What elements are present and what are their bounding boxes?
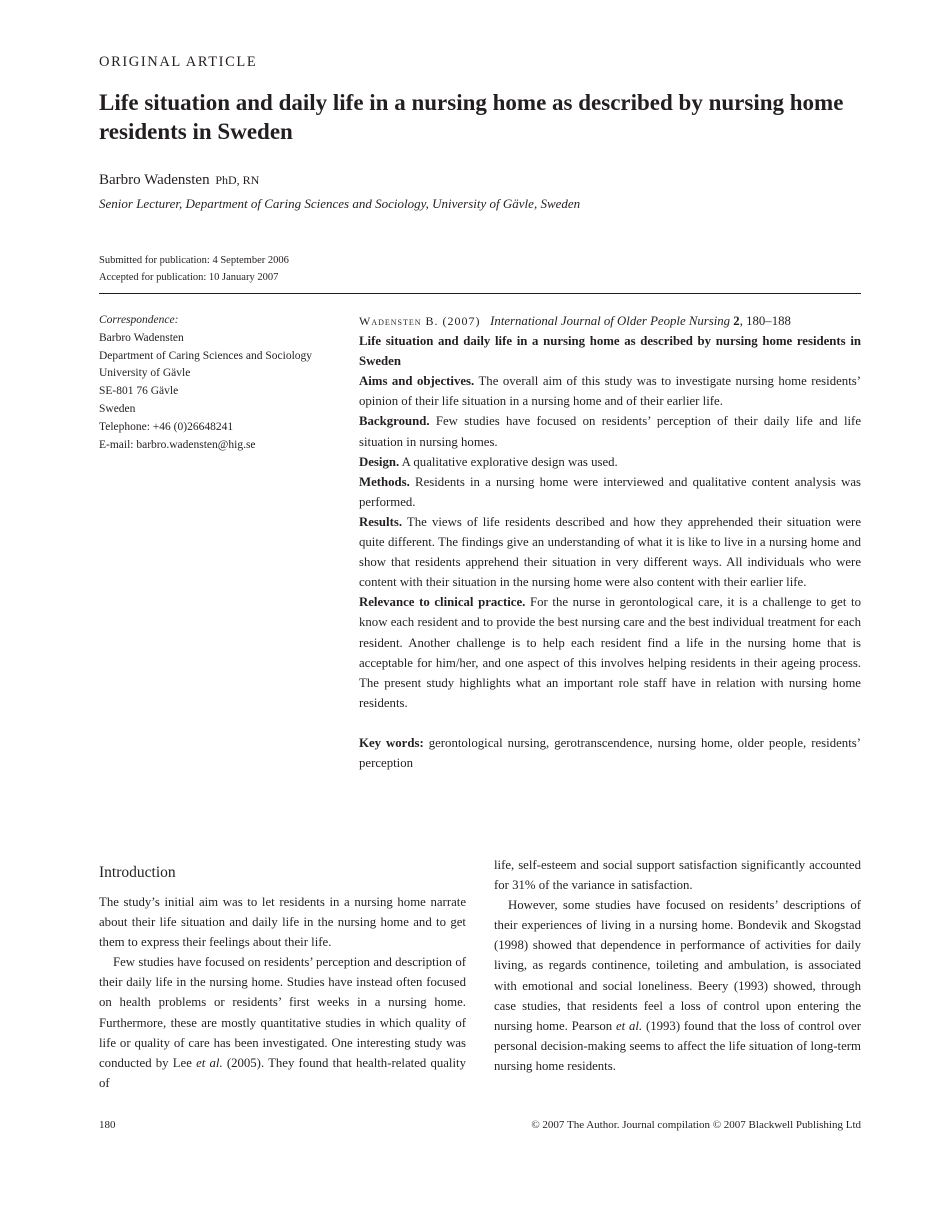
page-footer <box>99 1119 861 1131</box>
citation-line <box>359 311 861 331</box>
section-heading: Aims and objectives. <box>359 374 475 389</box>
section-text: The overall aim of this study was to investigate nursing home residents’ opinion of their life situation in a nursing home and of their earlier life. <box>359 374 861 409</box>
section-text: Few studies have focused on residents’ perception of their daily life and life situation in nursing homes. <box>359 414 861 449</box>
author-line <box>99 172 259 189</box>
paragraph-text: (2005). They found that health-related quality of <box>99 1055 466 1090</box>
article-title: Life situation and daily life in a nursing home as described by nursing home residents in Sweden <box>99 90 844 144</box>
author-affiliation: Senior Lecturer, Department of Caring Sciences and Sociology, University of Gävle, Sweden <box>99 196 581 211</box>
paragraph-text: (1993) found that the loss of control over personal decision-making seems to affect the life situation of long-term nursing home residents. <box>494 1018 861 1073</box>
et-al: et al. <box>196 1055 223 1070</box>
paragraph-text: Few studies have focused on residents’ perception and description of their daily life in the nursing home. Studies have instead often focused on health problems or residents’ first weeks in a nursing home. Furthermore, these are mostly quantitative studies in which quality of life or quality of care has been investigated. One interesting study was conducted by Lee <box>99 955 466 1070</box>
body-column-left <box>99 862 466 1093</box>
citation-author: Wadensten B. (2007) <box>359 314 481 328</box>
section-text: Residents in a nursing home were interviewed and qualitative content analysis was performed. <box>359 474 861 509</box>
correspondence-line: Barbro Wadensten <box>99 331 184 344</box>
copyright-notice: © 2007 The Author. Journal compilation © 2007 Blackwell Publishing Ltd <box>531 1119 861 1131</box>
correspondence-line: Sweden <box>99 402 136 415</box>
section-text: For the nurse in gerontological care, it is a challenge to get to know each resident and to provide the best nursing care and the best individual treatment for each resident. Another challenge is to help each resident find a life in the nursing home that is acceptable for him/her, and one aspect of this involves helping residents in their ageing process. The present study highlights what an important role staff have in relation with nursing home residents. <box>359 595 861 710</box>
abstract-section <box>359 411 861 451</box>
section-heading: Background. <box>359 414 430 429</box>
abstract-section <box>359 472 861 512</box>
publication-dates <box>99 252 289 286</box>
keywords-heading: Key words: <box>359 735 424 750</box>
submitted-date: Submitted for publication: 4 September 2006 <box>99 255 289 266</box>
section-heading: Relevance to clinical practice. <box>359 595 526 610</box>
section-heading: Design. <box>359 454 400 469</box>
correspondence-block <box>99 312 349 454</box>
journal-pages: , 180–188 <box>739 314 791 328</box>
abstract-section <box>359 371 861 411</box>
keywords-text: gerontological nursing, gerotranscendence, nursing home, older people, residents’ perception <box>359 735 861 770</box>
journal-volume: 2 <box>733 314 740 328</box>
paragraph-text: However, some studies have focused on residents’ descriptions of their experiences of living in a nursing home. Bondevik and Skogstad (1998) showed that dependence in performance of activities for daily living, as regards continence, toileting and ambulation, is associated with emotional and social loneliness. Beery (1993) showed, through case studies, that residents feel a loss of control upon entering the nursing home. Pearson <box>494 898 861 1033</box>
article-type-label: ORIGINAL ARTICLE <box>99 54 258 70</box>
paragraph <box>494 895 861 1076</box>
correspondence-line: Department of Caring Sciences and Sociology <box>99 349 313 362</box>
section-text: A qualitative explorative design was used. <box>399 454 618 469</box>
abstract-section <box>359 452 861 472</box>
paragraph: The study’s initial aim was to let residents in a nursing home narrate about their life situation and daily life in the nursing home and to get them to express their feelings about their life. <box>99 895 466 950</box>
correspondence-line: University of Gävle <box>99 367 191 380</box>
header-divider <box>99 293 861 294</box>
et-al: et al. <box>615 1018 643 1033</box>
abstract-section <box>359 592 861 713</box>
accepted-date: Accepted for publication: 10 January 2007 <box>99 272 279 283</box>
author-name: Barbro Wadensten <box>99 172 210 188</box>
correspondence-line: Telephone: +46 (0)26648241 <box>99 420 234 433</box>
journal-name: International Journal of Older People Nursing <box>490 314 731 328</box>
section-heading: Results. <box>359 514 403 529</box>
introduction-heading: Introduction <box>99 864 176 881</box>
section-heading: Methods. <box>359 474 410 489</box>
keywords <box>359 733 861 773</box>
body-column-right <box>494 855 861 1076</box>
correspondence-label: Correspondence: <box>99 314 179 326</box>
abstract-section <box>359 512 861 592</box>
abstract-block <box>359 311 861 773</box>
section-text: The views of life residents described and how they apprehended their situation were quite different. The findings give an understanding of what it is like to live in a nursing home and show that residents apprehend their situation in very different ways. All individuals who were content with their situation in the nursing home were also content with their earlier life. <box>359 514 861 590</box>
correspondence-email: E-mail: barbro.wadensten@hig.se <box>99 438 256 451</box>
page-number: 180 <box>99 1119 116 1131</box>
paragraph: life, self-esteem and social support satisfaction significantly accounted for 31% of the variance in satisfaction. <box>494 858 861 893</box>
paragraph <box>99 952 466 1093</box>
abstract-title: Life situation and daily life in a nursing home as described by nursing home residents in Sweden <box>359 334 861 369</box>
correspondence-line: SE-801 76 Gävle <box>99 385 179 398</box>
author-credentials: PhD, RN <box>215 173 260 187</box>
